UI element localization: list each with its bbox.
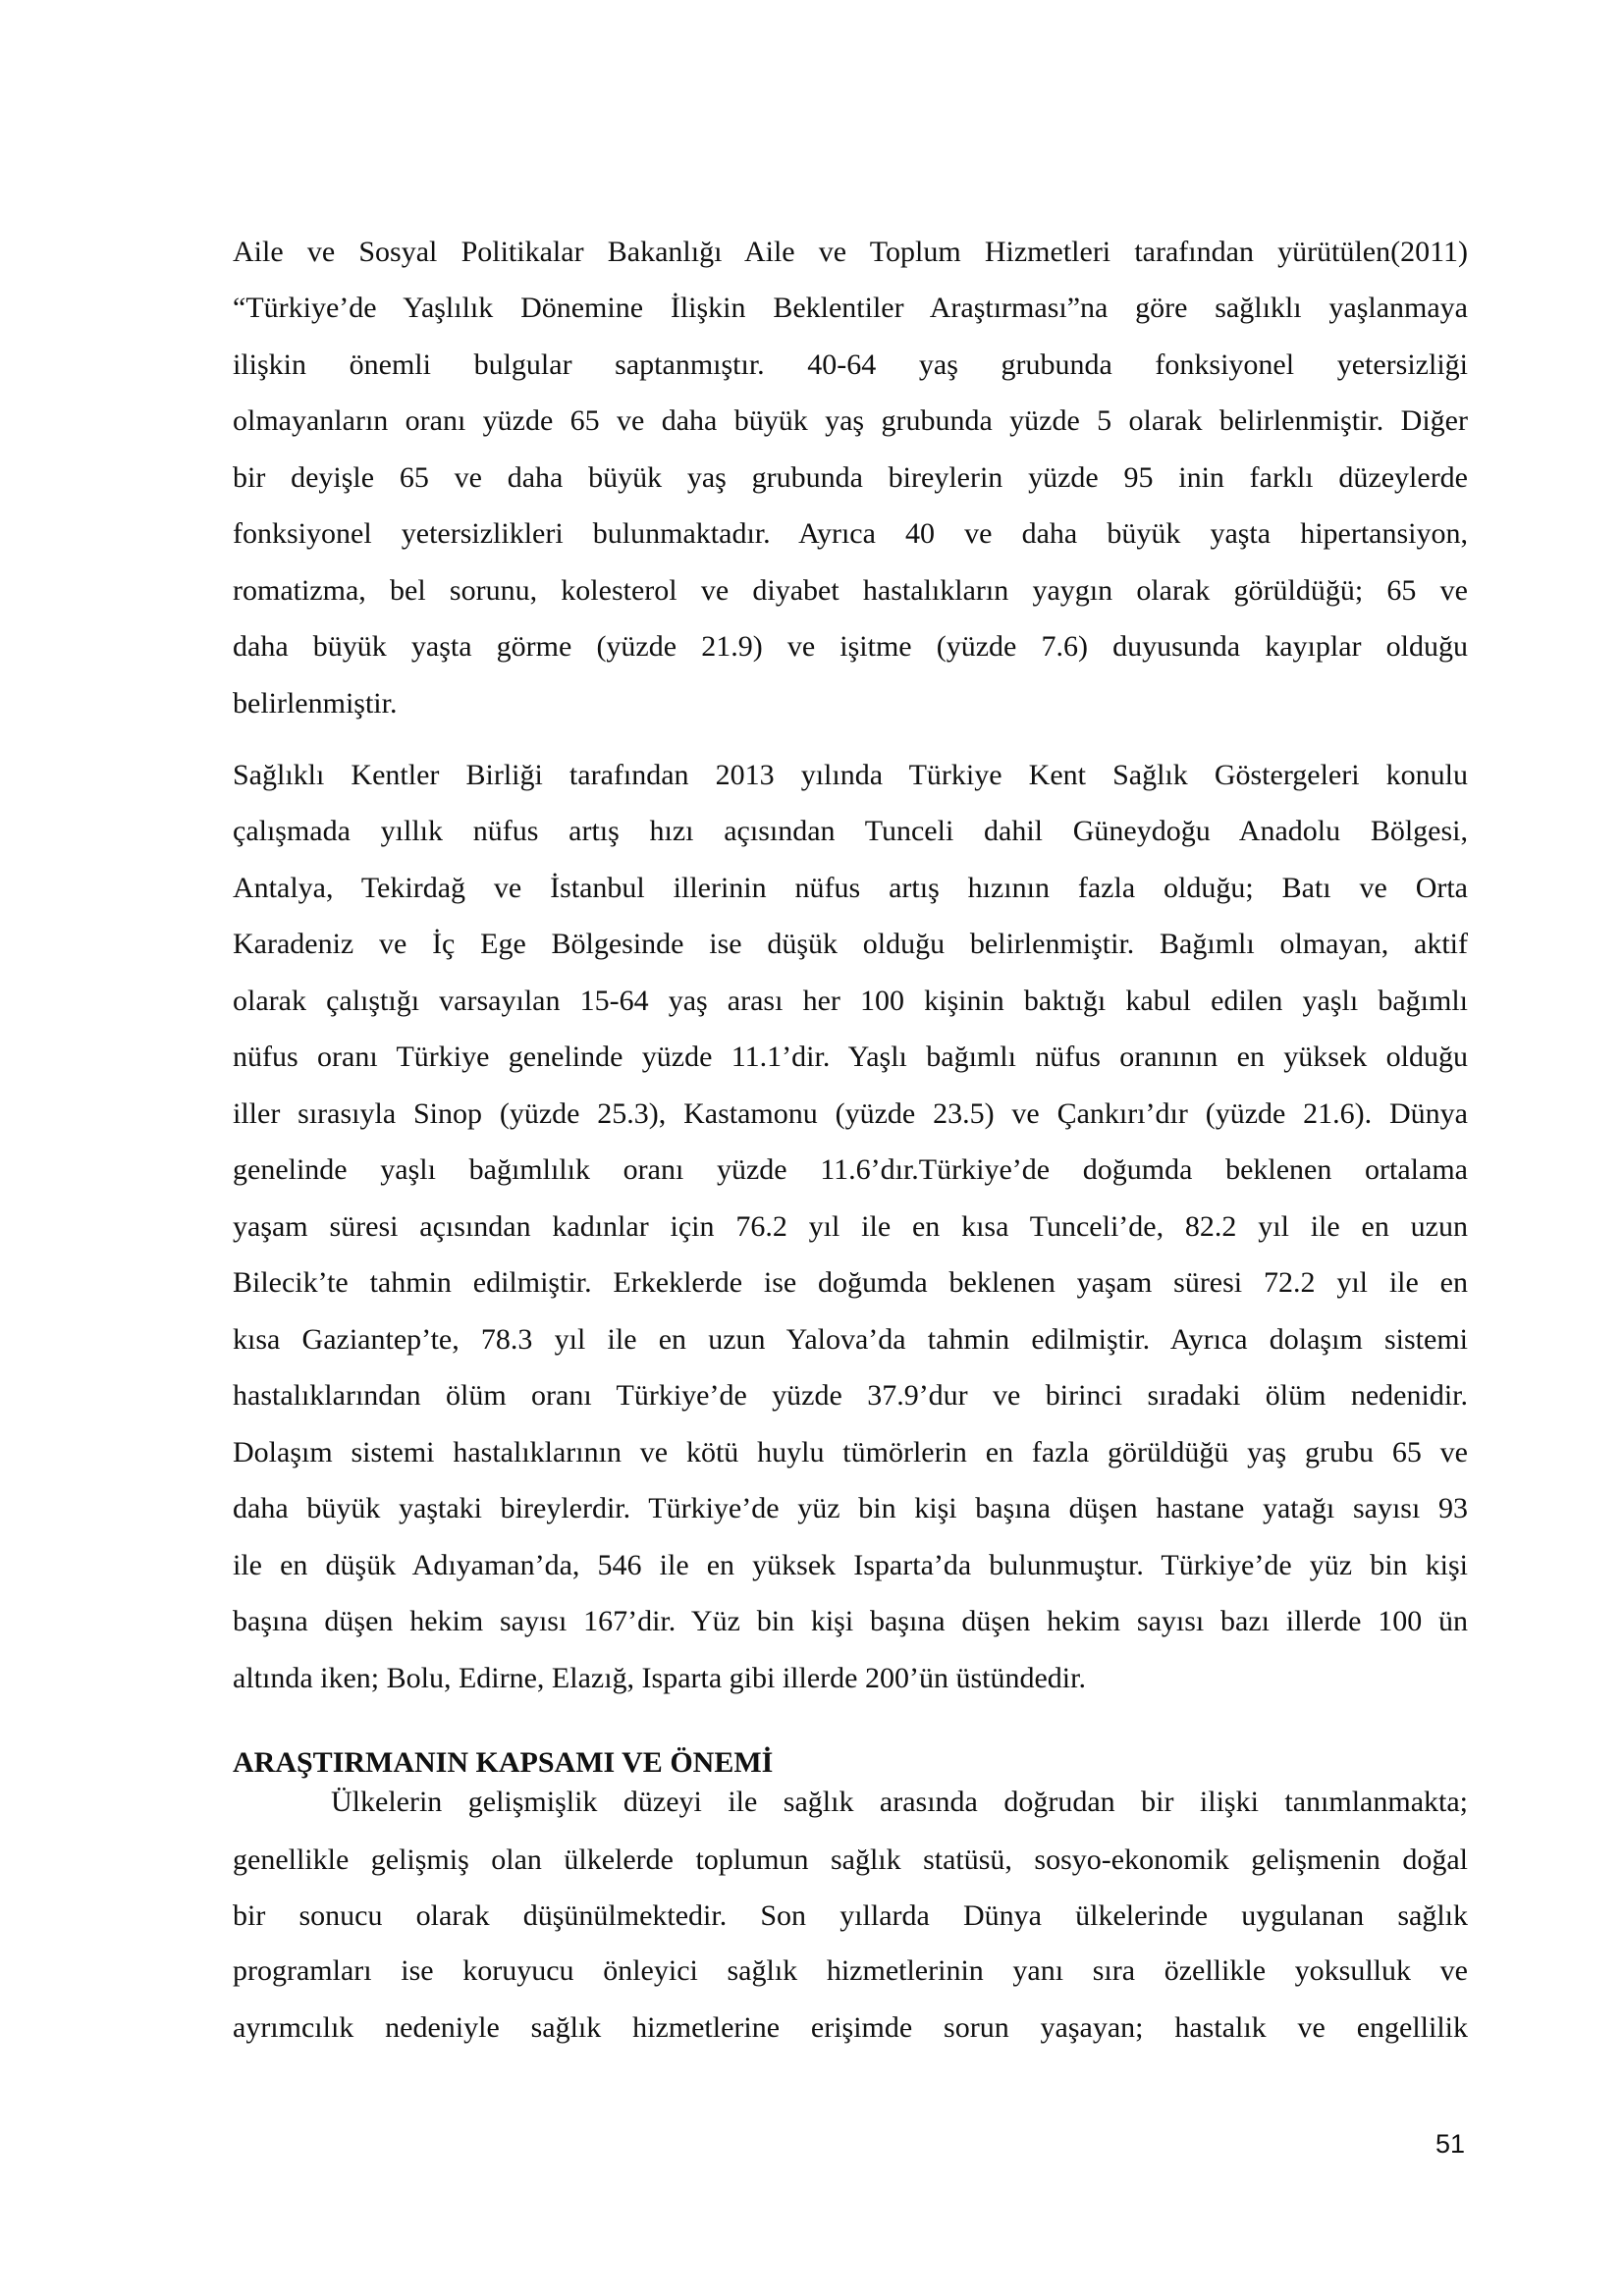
text-line: bir sonucu olarak düşünülmektedir. Son yıllarda Dünya ülkelerinde uygulanan sağlık — [233, 1899, 1468, 1932]
page-number: 51 — [1435, 2129, 1466, 2159]
text-line: yaşam süresi açısından kadınlar için 76.2 yıl ile en kısa Tunceli’de, 82.2 yıl ile en uzun — [233, 1210, 1468, 1243]
text-line: Antalya, Tekirdağ ve İstanbul illerinin nüfus artış hızının fazla olduğu; Batı ve Orta — [233, 872, 1468, 904]
text-line: iller sırasıyla Sinop (yüzde 25.3), Kastamonu (yüzde 23.5) ve Çankırı’dır (yüzde 21.6). Dünya — [233, 1097, 1468, 1130]
text-line: kısa Gaziantep’te, 78.3 yıl ile en uzun Yalova’da tahmin edilmiştir. Ayrıca dolaşım sistemi — [233, 1323, 1468, 1356]
text-line: Ülkelerin gelişmişlik düzeyi ile sağlık arasında doğrudan bir ilişki tanımlanmakta; — [331, 1786, 1468, 1818]
text-line: nüfus oranı Türkiye genelinde yüzde 11.1’dir. Yaşlı bağımlı nüfus oranının en yüksek olduğu — [233, 1041, 1468, 1073]
text-line: olarak çalıştığı varsayılan 15-64 yaş arası her 100 kişinin baktığı kabul edilen yaşlı bağımlı — [233, 985, 1468, 1017]
text-line: programları ise koruyucu önleyici sağlık hizmetlerinin yanı sıra özellikle yoksulluk ve — [233, 1954, 1468, 1987]
text-line: belirlenmiştir. — [233, 687, 398, 720]
text-line: romatizma, bel sorunu, kolesterol ve diyabet hastalıkların yaygın olarak görüldüğü; 65 ve — [233, 574, 1468, 607]
text-line: olmayanların oranı yüzde 65 ve daha büyük yaş grubunda yüzde 5 olarak belirlenmiştir. Diğer — [233, 404, 1468, 437]
text-line: ayrımcılık nedeniyle sağlık hizmetlerine erişimde sorun yaşayan; hastalık ve engellilik — [233, 2011, 1468, 2044]
text-line: “Türkiye’de Yaşlılık Dönemine İlişkin Beklentiler Araştırması”na göre sağlıklı yaşlanmaya — [233, 292, 1468, 324]
text-line: genelinde yaşlı bağımlılık oranı yüzde 11.6’dır.Türkiye’de doğumda beklenen ortalama — [233, 1153, 1468, 1186]
text-line: Sağlıklı Kentler Birliği tarafından 2013 yılında Türkiye Kent Sağlık Göstergeleri konulu — [233, 759, 1468, 791]
text-line: ilişkin önemli bulgular saptanmıştır. 40-64 yaş grubunda fonksiyonel yetersizliği — [233, 348, 1468, 381]
section-heading: ARAŞTIRMANIN KAPSAMI VE ÖNEMİ — [233, 1746, 774, 1779]
text-line: bir deyişle 65 ve daha büyük yaş grubunda bireylerin yüzde 95 inin farklı düzeylerde — [233, 461, 1468, 494]
text-line: çalışmada yıllık nüfus artış hızı açısından Tunceli dahil Güneydoğu Anadolu Bölgesi, — [233, 815, 1468, 847]
text-line: daha büyük yaşta görme (yüzde 21.9) ve işitme (yüzde 7.6) duyusunda kayıplar olduğu — [233, 630, 1468, 663]
text-line: hastalıklarından ölüm oranı Türkiye’de yüzde 37.9’dur ve birinci sıradaki ölüm nedenidir. — [233, 1379, 1468, 1412]
text-line: daha büyük yaştaki bireylerdir. Türkiye’de yüz bin kişi başına düşen hastane yatağı sayısı 93 — [233, 1492, 1468, 1524]
text-line: Karadeniz ve İç Ege Bölgesinde ise düşük olduğu belirlenmiştir. Bağımlı olmayan, aktif — [233, 928, 1468, 960]
text-line: Dolaşım sistemi hastalıklarının ve kötü huylu tümörlerin en fazla görüldüğü yaş grubu 65 ve — [233, 1436, 1468, 1468]
text-line: başına düşen hekim sayısı 167’dir. Yüz bin kişi başına düşen hekim sayısı bazı illerde 100 ün — [233, 1605, 1468, 1637]
text-line: altında iken; Bolu, Edirne, Elazığ, Isparta gibi illerde 200’ün üstündedir. — [233, 1662, 1086, 1694]
text-line: Aile ve Sosyal Politikalar Bakanlığı Aile ve Toplum Hizmetleri tarafından yürütülen(2011) — [233, 236, 1468, 268]
text-line: genellikle gelişmiş olan ülkelerde toplumun sağlık statüsü, sosyo-ekonomik gelişmenin doğal — [233, 1843, 1468, 1876]
text-line: ile en düşük Adıyaman’da, 546 ile en yüksek Isparta’da bulunmuştur. Türkiye’de yüz bin kişi — [233, 1549, 1468, 1581]
text-line: Bilecik’te tahmin edilmiştir. Erkeklerde ise doğumda beklenen yaşam süresi 72.2 yıl ile en — [233, 1266, 1468, 1299]
text-line: fonksiyonel yetersizlikleri bulunmaktadır. Ayrıca 40 ve daha büyük yaşta hipertansiyon, — [233, 517, 1468, 550]
